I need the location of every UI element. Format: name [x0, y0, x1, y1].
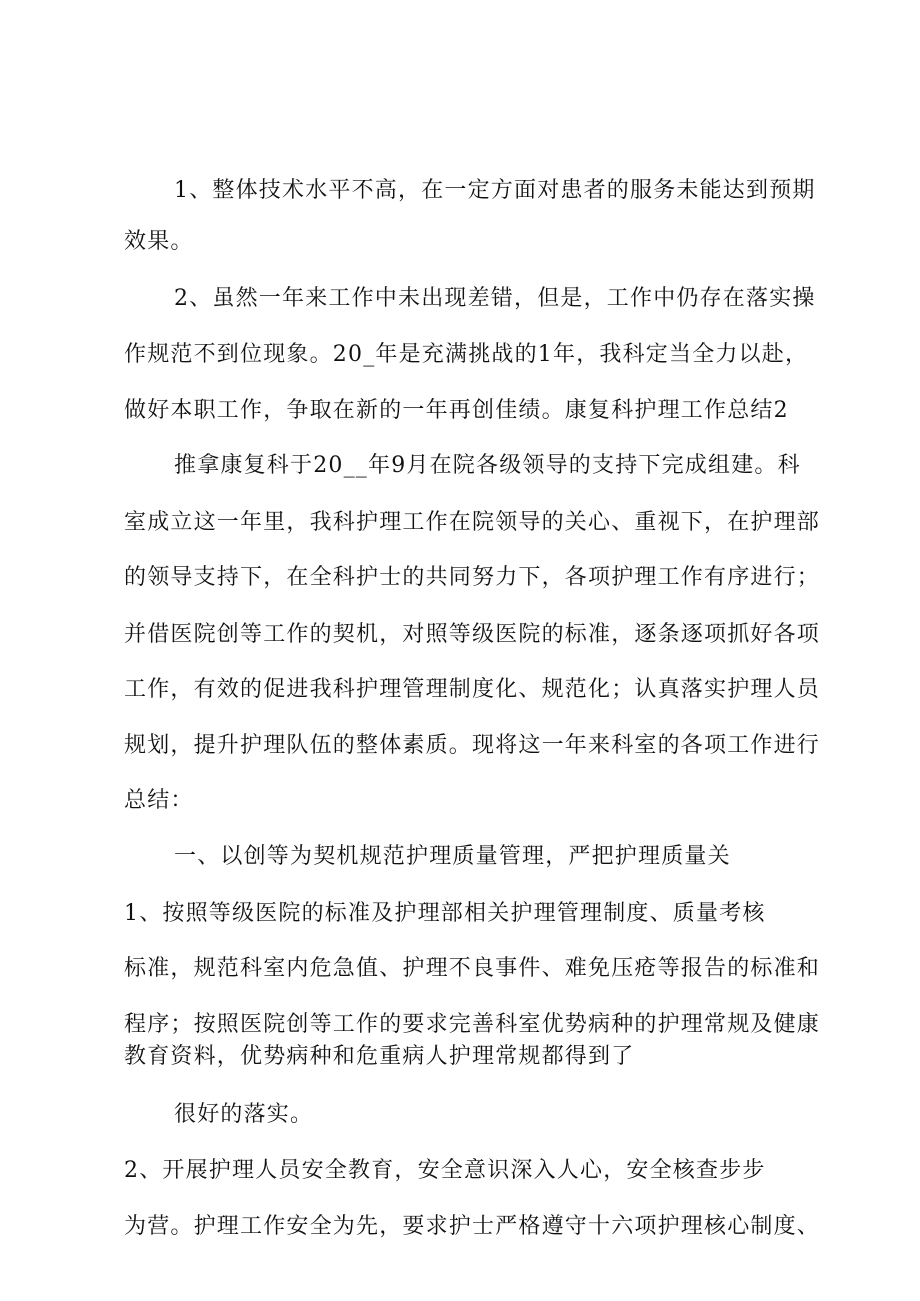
- text-line: 推拿康复科于20__年9月在院各级领导的支持下完成组建。科: [174, 453, 801, 478]
- text-line: 做好本职工作，争取在新的一年再创佳绩。康复科护理工作总结2: [124, 398, 789, 423]
- text-line: 工作，有效的促进我科护理管理制度化、规范化；认真落实护理人员: [124, 677, 821, 702]
- text-line: 规划，提升护理队伍的整体素质。现将这一年来科室的各项工作进行: [124, 733, 821, 758]
- text-line: 总结：: [124, 788, 194, 813]
- text-line: 教育资料，优势病种和危重病人护理常规都得到了: [124, 1044, 635, 1069]
- text-line: 2、虽然一年来工作中未出现差错，但是，工作中仍存在落实操: [174, 286, 816, 311]
- text-line: 的领导支持下，在全科护士的共同努力下，各项护理工作有序进行；: [124, 565, 821, 590]
- text-line: 很好的落实。: [174, 1102, 314, 1127]
- text-line: 1、整体技术水平不高，在一定方面对患者的服务未能达到预期: [174, 178, 816, 203]
- text-line: 程序；按照医院创等工作的要求完善科室优势病种的护理常规及健康: [124, 1012, 821, 1037]
- text-line: 并借医院创等工作的契机，对照等级医院的标准，逐条逐项抓好各项: [124, 622, 821, 647]
- section-heading: 一、以创等为契机规范护理质量管理，严把护理质量关: [174, 844, 731, 869]
- text-line: 作规范不到位现象。20_年是充满挑战的1年，我科定当全力以赴，: [124, 342, 809, 367]
- text-line: 标准，规范科室内危急值、护理不良事件、难免压疮等报告的标准和: [124, 956, 821, 981]
- text-line: 效果。: [124, 229, 194, 254]
- text-line: 1、按照等级医院的标准及护理部相关护理管理制度、质量考核: [124, 901, 766, 926]
- text-line: 室成立这一年里，我科护理工作在院领导的关心、重视下，在护理部: [124, 510, 821, 535]
- text-line: 2、开展护理人员安全教育，安全意识深入人心，安全核查步步: [124, 1158, 766, 1183]
- text-line: 为营。护理工作安全为先，要求护士严格遵守十六项护理核心制度、: [124, 1214, 821, 1239]
